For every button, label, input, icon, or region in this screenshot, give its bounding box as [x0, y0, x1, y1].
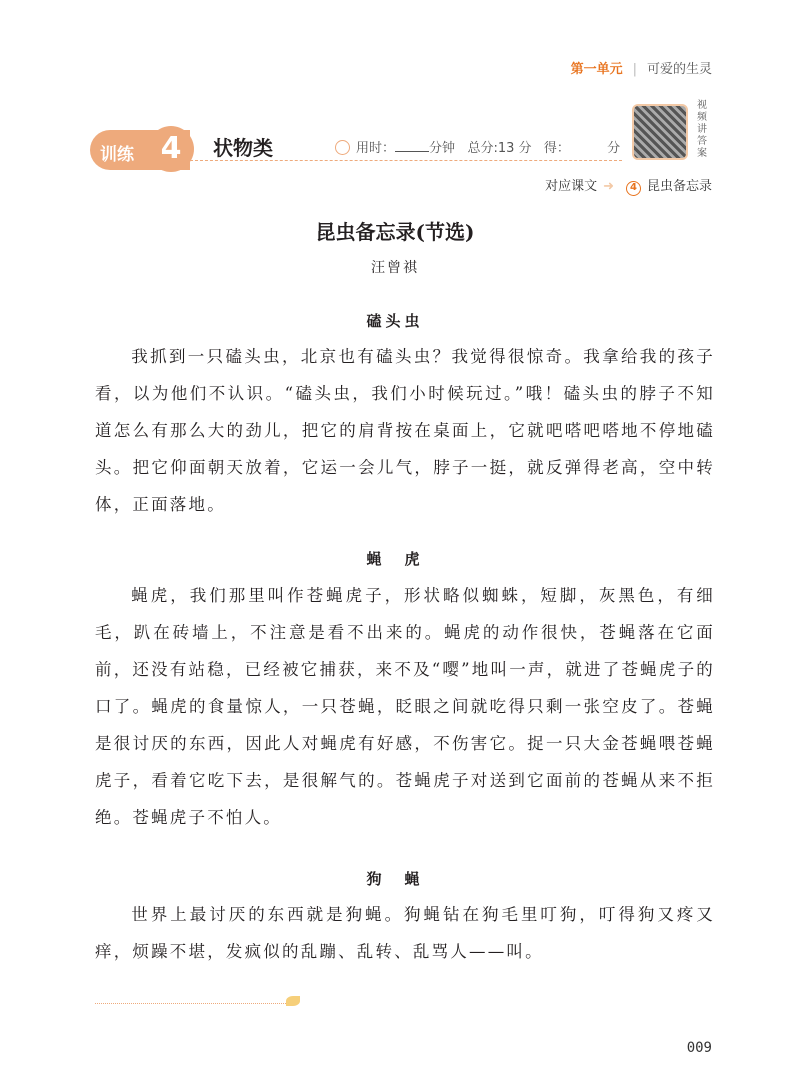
lesson-title: 昆虫备忘录: [646, 179, 712, 194]
exercise-category: 状物类: [213, 136, 273, 160]
leaf-icon: [286, 996, 300, 1006]
running-header: [571, 58, 712, 77]
dashed-divider: [190, 160, 622, 161]
unit-label: 第一单元: [570, 62, 623, 77]
exercise-badge: 训练: [90, 130, 190, 170]
section-text: 世界上最讨厌的东西就是狗蝇。狗蝇钻在狗毛里叮狗，叮得狗又疼又痒，烦躁不堪，发疯似的乱蹦、乱转、乱骂人——叫。: [95, 905, 715, 961]
section-heading: 蝇 虎: [366, 550, 424, 568]
time-blank: [395, 151, 429, 152]
exercise-number: 4: [148, 126, 194, 172]
section-text: 蝇虎，我们那里叫作苍蝇虎子，形状略似蜘蛛，短脚，灰黑色，有细毛，趴在砖墙上，不注意是看不出来的。蝇虎的动作很快，苍蝇落在它面前，还没有站稳，已经被它捕获，来不及“嘤”地叫一声，就进了苍蝇虎子的口了。蝇虎的食量惊人，一只苍蝇，眨眼之间就吃得只剩一张空皮了。苍蝇是很讨厌的东西，因此人对蝇虎有好感，不伤害它。捉一只大金苍蝇喂苍蝇虎子，看着它吃下去，是很解气的。苍蝇虎子对送到它面前的苍蝇从来不拒绝。苍蝇虎子不怕人。: [95, 586, 715, 827]
page-number: 009: [686, 1040, 712, 1056]
article-author: 汪曾祺: [371, 260, 419, 276]
section-text: 我抓到一只磕头虫，北京也有磕头虫？我觉得很惊奇。我拿给我的孩子看，以为他们不认识。“磕头虫，我们小时候玩过。”哦！磕头虫的脖子不知道怎么有那么大的劲儿，把它的肩背按在桌面上，它就吧嗒吧嗒地不停地磕头。把它仰面朝天放着，它运一会儿气，脖子一挺，就反弹得老高，空中转体，正面落地。: [95, 347, 715, 514]
score-unit: 分: [607, 141, 621, 156]
total-score: 总分:13 分: [467, 141, 532, 156]
unit-theme: 可爱的生灵: [646, 62, 712, 77]
footer-dotted-line: [95, 1003, 290, 1004]
time-unit: 分钟: [429, 141, 456, 156]
score-info: [335, 137, 620, 156]
lesson-number: 4: [626, 181, 641, 196]
qr-code: [632, 104, 688, 160]
reference-label: 对应课文: [545, 179, 598, 194]
time-label: 用时：: [356, 141, 396, 156]
clock-icon: [335, 140, 350, 155]
header-separator: |: [632, 62, 637, 77]
article-title: 昆虫备忘录(节选): [315, 220, 475, 244]
score-label: 得：: [543, 141, 570, 156]
lesson-reference: [545, 175, 712, 196]
arrow-icon: ➜: [603, 179, 614, 194]
section-heading: 磕头虫: [366, 312, 424, 330]
section-heading: 狗 蝇: [366, 870, 424, 888]
qr-label: 视频讲答案: [697, 100, 707, 159]
